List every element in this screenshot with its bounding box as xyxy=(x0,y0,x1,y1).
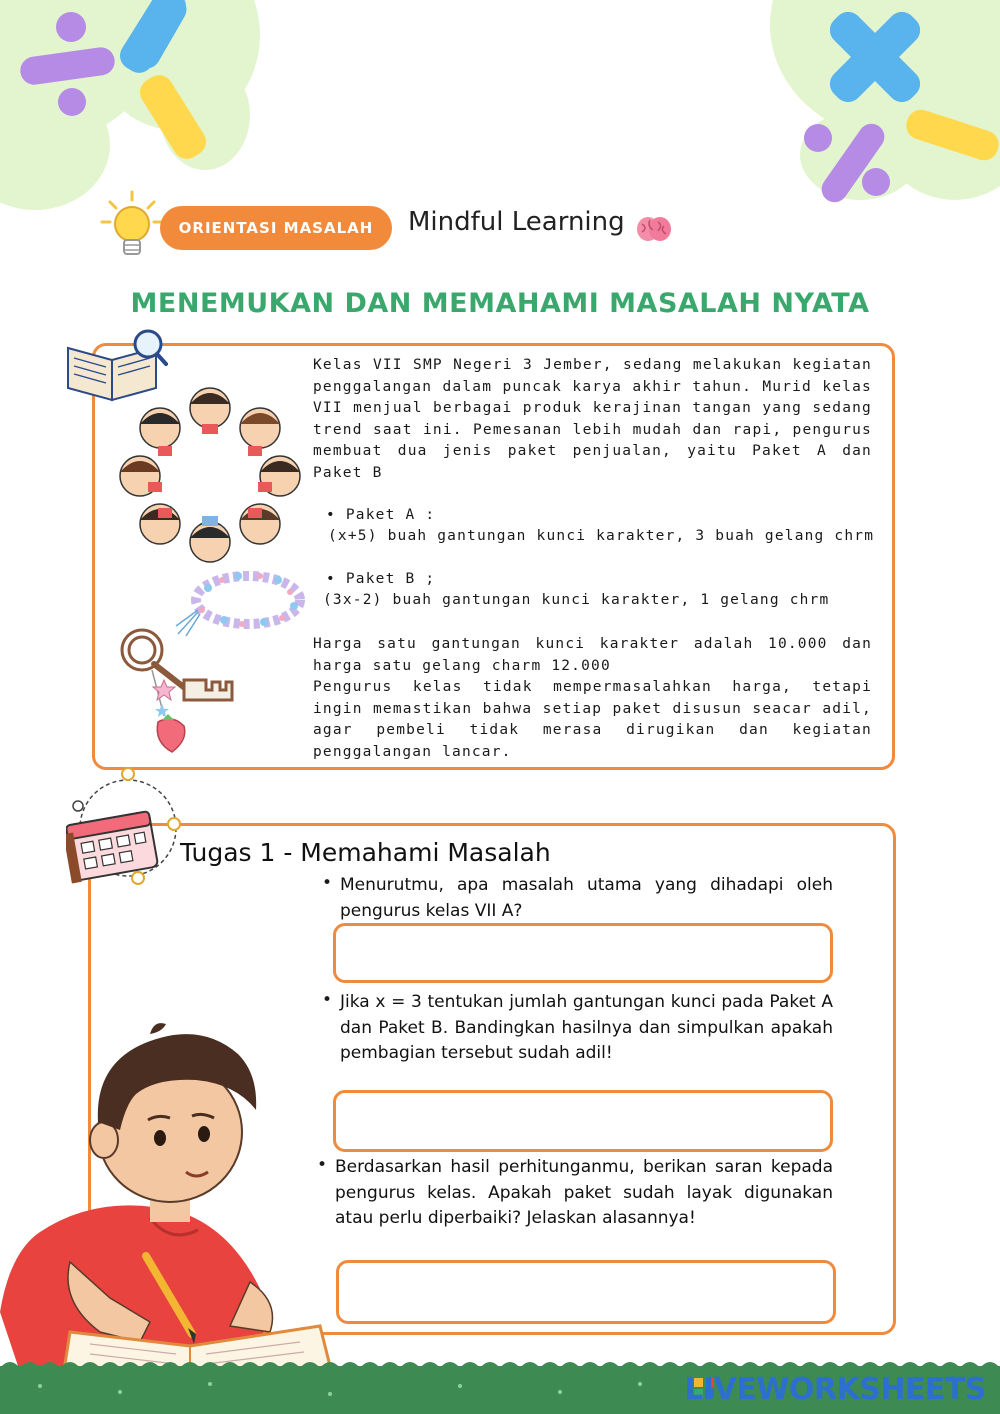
bullet-2: • xyxy=(322,990,333,1010)
paket-b-label: • Paket B ; xyxy=(326,571,436,587)
bullet-1: • xyxy=(322,873,333,893)
bullet-3: • xyxy=(317,1155,328,1175)
paket-a-label: • Paket A : xyxy=(326,507,436,523)
task-title: Tugas 1 - Memahami Masalah xyxy=(180,838,551,867)
calendar-checklist-icon xyxy=(66,766,190,888)
answer-input-2[interactable] xyxy=(333,1090,833,1152)
paket-b-desc: (3x-2) buah gantungan kunci karakter, 1 gelang chrm xyxy=(323,592,830,608)
boy-writing-illustration xyxy=(0,1012,342,1392)
orientation-badge: ORIENTASI MASALAH xyxy=(160,206,392,250)
price-text: Harga satu gantungan kunci karakter adalah 10.000 dan harga satu gelang charm 12.000 xyxy=(313,636,872,674)
question-3: Berdasarkan hasil perhitunganmu, berikan saran kepada pengurus kelas. Apakah paket sudah layak digunakan atau perlu diperbaiki? Jelaskan alasannya! xyxy=(335,1157,833,1228)
answer-input-3[interactable] xyxy=(336,1260,836,1324)
answer-input-1[interactable] xyxy=(333,923,833,983)
kids-circle-illustration xyxy=(118,384,302,564)
question-1: Menurutmu, apa masalah utama yang dihadapi oleh pengurus kelas VII A? xyxy=(340,875,833,921)
problem-intro: Kelas VII SMP Negeri 3 Jember, sedang melakukan kegiatan penggalangan dalam puncak karya akhir tahun. Murid kelas VII menjual berbagai produk kerajinan tangan yang sedang trend saat ini. Pemesanan lebih mudah dan rapi, pengurus membuat dua jenis paket penjualan, yaitu Paket A dan Paket B xyxy=(313,357,872,481)
closing-text: Pengurus kelas tidak mempermasalahkan harga, tetapi ingin memastikan bahwa setiap paket disusun seacar adil, agar pembeli tidak merasa dirugikan dan kegiatan penggalangan lancar. xyxy=(313,679,872,760)
page-title: MENEMUKAN DAN MEMAHAMI MASALAH NYATA xyxy=(130,288,870,319)
question-2: Jika x = 3 tentukan jumlah gantungan kunci pada Paket A dan Paket B. Bandingkan hasilnya dan simpulkan apakah pembagian tersebut sudah adil! xyxy=(340,992,833,1063)
liveworksheets-brand[interactable]: LIVEWORKSHEETS xyxy=(684,1372,986,1407)
lightbulb-icon xyxy=(100,190,164,266)
paket-a-desc: (x+5) buah gantungan kunci karakter, 3 buah gelang chrm xyxy=(328,528,875,544)
mindful-learning-label: Mindful Learning xyxy=(408,207,625,237)
keychain-illustration xyxy=(118,626,244,754)
brain-icon xyxy=(636,214,672,246)
